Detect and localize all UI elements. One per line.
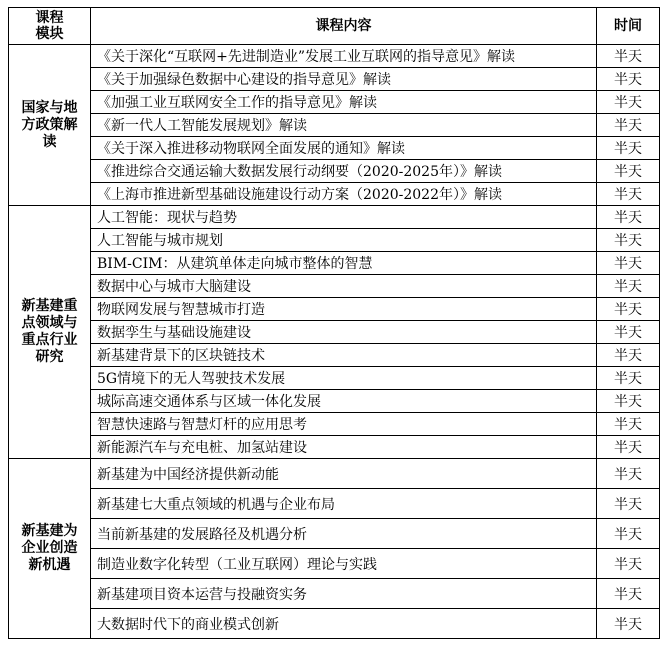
content-cell: 《关于深入推进移动物联网全面发展的通知》解读 <box>91 137 597 160</box>
time-cell: 半天 <box>597 436 660 459</box>
time-cell: 半天 <box>597 252 660 275</box>
content-cell: 新基建背景下的区块链技术 <box>91 344 597 367</box>
table-row <box>9 549 660 579</box>
header-time: 时间 <box>597 8 660 45</box>
table-row <box>9 489 660 519</box>
time-cell: 半天 <box>597 413 660 436</box>
time-cell: 半天 <box>597 579 660 609</box>
table-row <box>9 321 660 344</box>
time-cell: 半天 <box>597 160 660 183</box>
content-cell: 制造业数字化转型（工业互联网）理论与实践 <box>91 549 597 579</box>
table-row <box>9 160 660 183</box>
time-cell: 半天 <box>597 206 660 229</box>
time-cell: 半天 <box>597 68 660 91</box>
content-cell: 《关于加强绿色数据中心建设的指导意见》解读 <box>91 68 597 91</box>
time-cell: 半天 <box>597 459 660 489</box>
time-cell: 半天 <box>597 609 660 639</box>
content-cell: 人工智能与城市规划 <box>91 229 597 252</box>
content-cell: 5G情境下的无人驾驶技术发展 <box>91 367 597 390</box>
table-row <box>9 229 660 252</box>
table-row <box>9 137 660 160</box>
time-cell: 半天 <box>597 367 660 390</box>
table-row <box>9 519 660 549</box>
table-row <box>9 344 660 367</box>
time-cell: 半天 <box>597 489 660 519</box>
content-cell: 《推进综合交通运输大数据发展行动纲要（2020-2025年）》解读 <box>91 160 597 183</box>
content-cell: 新基建七大重点领域的机遇与企业布局 <box>91 489 597 519</box>
table-row <box>9 183 660 206</box>
table-row <box>9 91 660 114</box>
header-row <box>9 8 660 45</box>
content-cell: 智慧快速路与智慧灯杆的应用思考 <box>91 413 597 436</box>
header-module: 课程 模块 <box>9 8 91 45</box>
time-cell: 半天 <box>597 298 660 321</box>
module-cell: 新基建为企业创造新机遇 <box>9 459 91 639</box>
content-cell: 《加强工业互联网安全工作的指导意见》解读 <box>91 91 597 114</box>
table-row <box>9 275 660 298</box>
content-cell: 城际高速交通体系与区域一体化发展 <box>91 390 597 413</box>
time-cell: 半天 <box>597 275 660 298</box>
content-cell: 《上海市推进新型基础设施建设行动方案（2020-2022年）》解读 <box>91 183 597 206</box>
table-row <box>9 413 660 436</box>
module-cell: 国家与地方政策解读 <box>9 45 91 206</box>
content-cell: 当前新基建的发展路径及机遇分析 <box>91 519 597 549</box>
table-row <box>9 579 660 609</box>
time-cell: 半天 <box>597 390 660 413</box>
time-cell: 半天 <box>597 321 660 344</box>
table-row <box>9 459 660 489</box>
table-row <box>9 114 660 137</box>
table-row <box>9 252 660 275</box>
table-row <box>9 45 660 68</box>
table-row <box>9 367 660 390</box>
time-cell: 半天 <box>597 91 660 114</box>
content-cell: 物联网发展与智慧城市打造 <box>91 298 597 321</box>
content-cell: 新能源汽车与充电桩、加氢站建设 <box>91 436 597 459</box>
time-cell: 半天 <box>597 344 660 367</box>
content-cell: BIM-CIM：从建筑单体走向城市整体的智慧 <box>91 252 597 275</box>
time-cell: 半天 <box>597 549 660 579</box>
content-cell: 人工智能：现状与趋势 <box>91 206 597 229</box>
content-cell: 《新一代人工智能发展规划》解读 <box>91 114 597 137</box>
time-cell: 半天 <box>597 519 660 549</box>
table-row <box>9 68 660 91</box>
time-cell: 半天 <box>597 114 660 137</box>
content-cell: 新基建为中国经济提供新动能 <box>91 459 597 489</box>
time-cell: 半天 <box>597 137 660 160</box>
table-row <box>9 298 660 321</box>
content-cell: 大数据时代下的商业模式创新 <box>91 609 597 639</box>
module-cell: 新基建重点领域与重点行业研究 <box>9 206 91 459</box>
header-content: 课程内容 <box>91 8 597 45</box>
content-cell: 新基建项目资本运营与投融资实务 <box>91 579 597 609</box>
time-cell: 半天 <box>597 45 660 68</box>
content-cell: 《关于深化“互联网+先进制造业”发展工业互联网的指导意见》解读 <box>91 45 597 68</box>
table-row <box>9 436 660 459</box>
table-row <box>9 390 660 413</box>
time-cell: 半天 <box>597 229 660 252</box>
content-cell: 数据孪生与基础设施建设 <box>91 321 597 344</box>
time-cell: 半天 <box>597 183 660 206</box>
course-table <box>8 7 660 639</box>
table-row <box>9 609 660 639</box>
table-row <box>9 206 660 229</box>
content-cell: 数据中心与城市大脑建设 <box>91 275 597 298</box>
